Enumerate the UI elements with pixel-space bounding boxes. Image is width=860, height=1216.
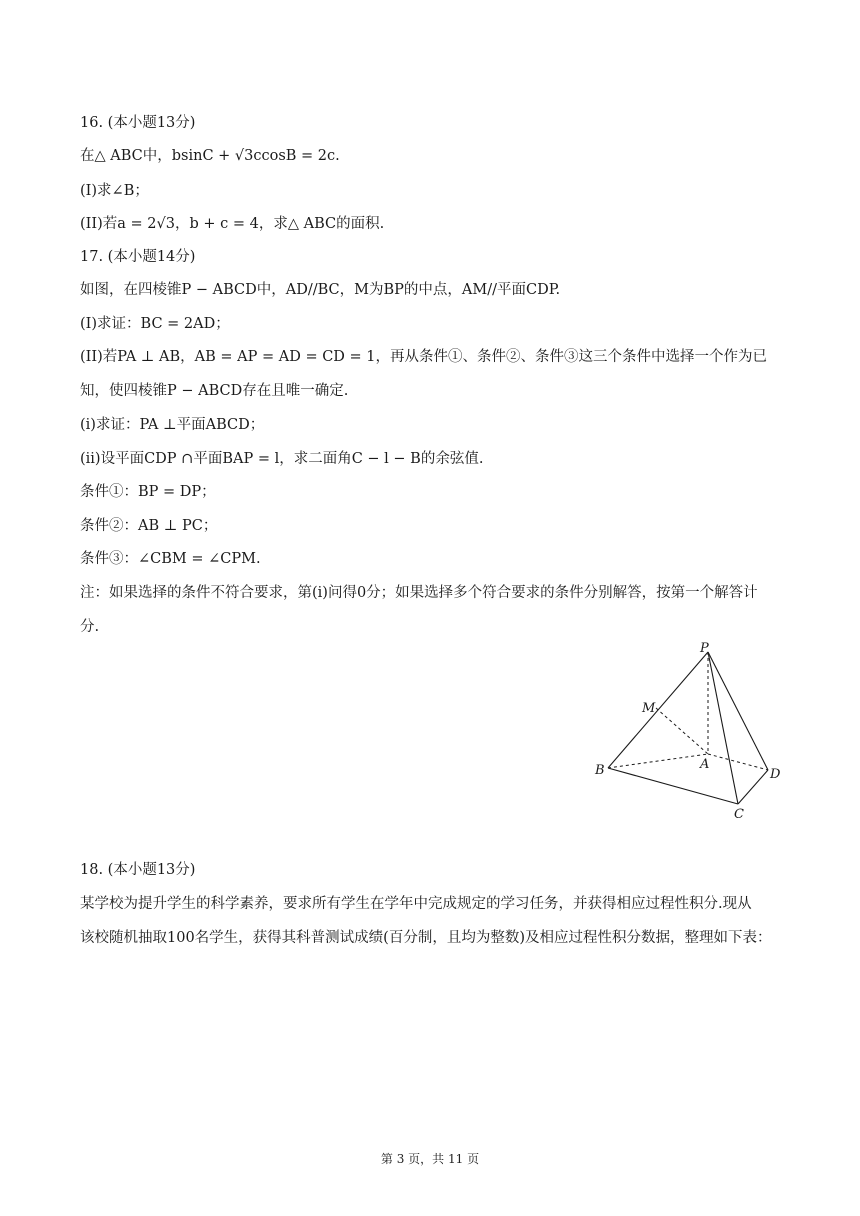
label-p: P: [700, 641, 709, 656]
label-c: C: [734, 807, 744, 822]
q17-condition-1: 条件①：BP = DP；: [80, 484, 216, 500]
q17-note-line1: 注：如果选择的条件不符合要求，第(i)问得0分；如果选择多个符合要求的条件分别解答，按第一个解答计: [80, 585, 758, 601]
q17-sub-i: (i)求证：PA ⊥平面ABCD；: [80, 417, 265, 433]
edge-ma: [656, 708, 708, 754]
q16-stem: 在△ ABC中，bsinC + √3ccosB = 2c.: [80, 148, 340, 164]
edge-ad: [708, 754, 768, 770]
q17-condition-2: 条件②：AB ⊥ PC；: [80, 518, 218, 534]
q17-sub-ii: (ii)设平面CDP ∩平面BAP = l，求二面角C − l − B的余弦值.: [80, 451, 484, 467]
edge-ba: [608, 754, 708, 768]
q16-title: 16. (本小题13分): [80, 115, 196, 131]
label-a: A: [700, 757, 710, 772]
q18-title: 18. (本小题13分): [80, 862, 196, 878]
q17-part2-line2: 知，使四棱锥P − ABCD存在且唯一确定.: [80, 383, 349, 399]
q16-part2: (II)若a = 2√3，b + c = 4，求△ ABC的面积.: [80, 216, 385, 232]
edge-pc: [708, 652, 738, 804]
page-footer: 第 3 页，共 11 页: [380, 1152, 480, 1166]
label-b: B: [595, 763, 605, 778]
edge-cd: [738, 770, 768, 804]
q17-stem: 如图，在四棱锥P − ABCD中，AD//BC，M为BP的中点，AM//平面CDP.: [80, 282, 561, 298]
q18-line1: 某学校为提升学生的科学素养，要求所有学生在学年中完成规定的学习任务，并获得相应过程性积分.现从: [80, 896, 752, 912]
edge-bc: [608, 768, 738, 804]
pyramid-figure: [590, 636, 790, 826]
edge-pd: [708, 652, 768, 770]
q18-line2: 该校随机抽取100名学生，获得其科普测试成绩(百分制，且均为整数)及相应过程性积分数据，整理如下表：: [80, 930, 772, 946]
label-m: M: [642, 701, 656, 716]
q17-part1: (I)求证：BC = 2AD；: [80, 316, 230, 332]
q17-part2-line1: (II)若PA ⊥ AB，AB = AP = AD = CD = 1，再从条件①、条件②、条件③这三个条件中选择一个作为已: [80, 349, 768, 365]
q16-part1: (I)求∠B；: [80, 183, 149, 199]
q17-note-line2: 分.: [80, 619, 100, 635]
q17-title: 17. (本小题14分): [80, 249, 196, 265]
label-d: D: [770, 767, 781, 782]
q17-condition-3: 条件③：∠CBM = ∠CPM.: [80, 551, 261, 567]
